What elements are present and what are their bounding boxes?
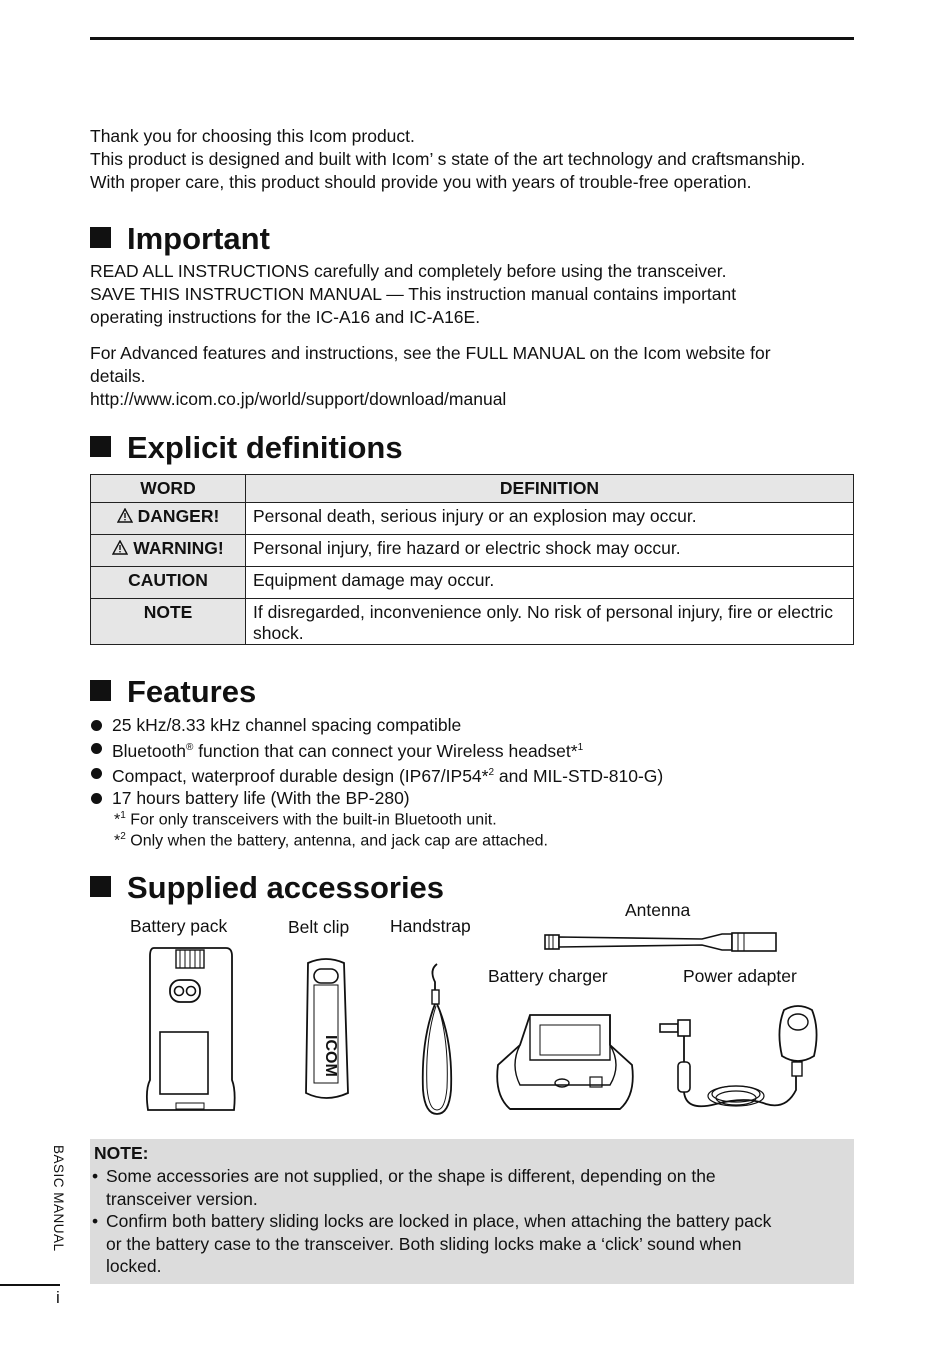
accessories-heading: Supplied accessories	[90, 870, 444, 906]
top-rule	[90, 37, 854, 40]
battery-pack-label: Battery pack	[130, 916, 228, 936]
side-rule	[0, 1284, 60, 1286]
important-line: SAVE THIS INSTRUCTION MANUAL — This instruction manual contains important	[90, 284, 737, 304]
definitions-table	[90, 474, 854, 645]
definition-cell: Personal injury, fire hazard or electric shock may occur.	[246, 535, 854, 567]
intro-line: This product is designed and built with Icom’ s state of the art technology and craftsmanship.	[90, 149, 806, 169]
bullet-icon: •	[92, 1211, 99, 1231]
intro-line: With proper care, this product should provide you with years of trouble-free operation.	[90, 172, 752, 192]
definition-cell: If disregarded, inconvenience only. No risk of personal injury, fire or electric shock.	[246, 599, 854, 645]
table-row	[91, 503, 854, 535]
word-cell: NOTE	[91, 599, 246, 645]
note-item: • Confirm both battery sliding locks are locked in place, when attaching the battery pack or the battery case to the transceiver. Both sliding locks make a ‘click’ sound when locked.	[92, 1211, 772, 1276]
column-header-definition: DEFINITION	[246, 475, 854, 503]
word-cell: CAUTION	[91, 567, 246, 599]
advanced-paragraph	[90, 342, 860, 411]
antenna-label: Antenna	[625, 900, 691, 920]
note-box	[90, 1139, 854, 1284]
footnote: *$^2$ Only when the battery, antenna, and jack cap are attached.	[114, 831, 548, 850]
warning-triangle-icon	[117, 508, 133, 523]
belt-clip-label: Belt clip	[288, 917, 350, 937]
square-bullet-icon	[90, 680, 111, 701]
definition-cell: Equipment damage may occur.	[246, 567, 854, 599]
important-line: READ ALL INSTRUCTIONS carefully and completely before using the transceiver.	[90, 261, 727, 281]
advanced-line: details.	[90, 366, 146, 386]
antenna-image	[542, 925, 782, 955]
word-cell: WARNING!	[91, 535, 246, 567]
square-bullet-icon	[90, 436, 111, 457]
bullet-dot-icon	[91, 743, 102, 754]
page-number: i	[56, 1288, 60, 1307]
battery-charger-image	[490, 1005, 640, 1120]
bullet-dot-icon	[91, 768, 102, 779]
manual-url-link[interactable]: http://www.icom.co.jp/world/support/download/manual	[90, 389, 507, 409]
important-line: operating instructions for the IC-A16 and IC-A16E.	[90, 307, 481, 327]
table-header-row	[91, 475, 854, 503]
svg-text:ICOM: ICOM	[322, 1035, 339, 1077]
features-heading: Features	[90, 674, 256, 710]
list-item: 25 kHz/8.33 kHz channel spacing compatible	[90, 714, 663, 737]
side-label: BASIC MANUAL	[51, 1145, 66, 1252]
battery-pack-image	[140, 940, 240, 1118]
features-list	[90, 714, 663, 810]
bullet-icon: •	[92, 1166, 99, 1186]
power-adapter-image	[656, 1000, 826, 1125]
square-bullet-icon	[90, 876, 111, 897]
important-heading: Important	[90, 221, 270, 257]
definition-cell: Personal death, serious injury or an explosion may occur.	[246, 503, 854, 535]
definitions-heading: Explicit definitions	[90, 430, 403, 466]
column-header-word: WORD	[91, 475, 246, 503]
belt-clip-image	[296, 955, 356, 1105]
note-title: NOTE:	[94, 1143, 149, 1163]
important-paragraph	[90, 260, 860, 329]
handstrap-label: Handstrap	[390, 916, 471, 936]
warning-triangle-icon	[112, 540, 128, 555]
square-bullet-icon	[90, 227, 111, 248]
footnote: *$^1$ For only transceivers with the built-in Bluetooth unit.	[114, 810, 497, 829]
list-item: Bluetooth® function that can connect your Wireless headset*$^1$	[90, 737, 663, 762]
bullet-dot-icon	[91, 720, 102, 731]
table-row	[91, 567, 854, 599]
handstrap-image	[415, 960, 460, 1120]
word-cell: DANGER!	[91, 503, 246, 535]
battery-charger-label: Battery charger	[488, 966, 608, 986]
bullet-dot-icon	[91, 793, 102, 804]
advanced-line: For Advanced features and instructions, see the FULL MANUAL on the Icom website for	[90, 343, 771, 363]
intro-line: Thank you for choosing this Icom product.	[90, 126, 415, 146]
table-row	[91, 599, 854, 645]
list-item: Compact, waterproof durable design (IP67/IP54*$^2$ and MIL-STD-810-G)	[90, 762, 663, 787]
table-row	[91, 535, 854, 567]
power-adapter-label: Power adapter	[683, 966, 797, 986]
intro-paragraph	[90, 125, 880, 194]
note-item: • Some accessories are not supplied, or the shape is different, depending on the transceiver version.	[92, 1166, 716, 1209]
list-item: 17 hours battery life (With the BP-280)	[90, 787, 663, 810]
